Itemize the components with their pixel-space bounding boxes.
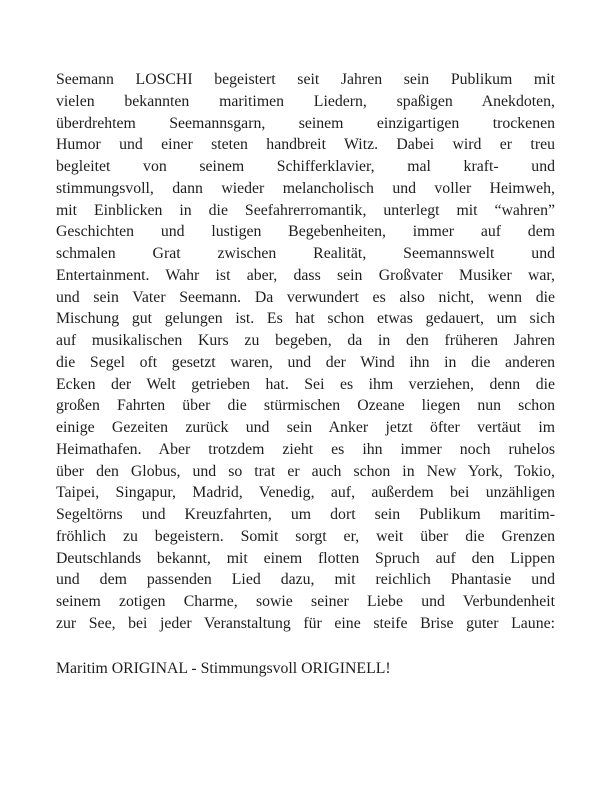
paragraph-line: Seemann LOSCHI begeistert seit Jahren sein Publikum mit [56,71,555,88]
paragraph-line: seinem zotigen Charme, sowie seiner Liebe und Verbundenheit [56,593,555,610]
paragraph-line: Entertainment. Wahr ist aber, dass sein Großvater Musiker war, [56,266,555,284]
paragraph-line: Mischung gut gelungen ist. Es hat schon etwas gedauert, um sich [56,310,555,328]
paragraph-line: Humor und einer steten handbreit Witz. Dabei wird er treu [56,136,555,154]
paragraph-line: vielen bekannten maritimen Liedern, spaßigen Anekdoten, [56,92,555,110]
paragraph-line: Taipei, Singapur, Madrid, Venedig, auf, außerdem bei unzähligen [56,484,555,502]
paragraph-line: Ecken der Welt getrieben hat. Sei es ihm verziehen, denn die [56,375,555,393]
paragraph-line: Heimathafen. Aber trotzdem zieht es ihn immer noch ruhelos [56,440,555,458]
paragraph-line: auf musikalischen Kurs zu begeben, da in den früheren Jahren [56,332,555,349]
tagline: Maritim ORIGINAL - Stimmungsvoll ORIGINELL! [56,660,391,677]
paragraph-line: begleitet von seinem Schifferklavier, mal kraft- und [56,158,555,175]
paragraph-line: großen Fahrten über die stürmischen Ozeane liegen nun schon [56,397,555,415]
paragraph-line: mit Einblicken in die Seefahrerromantik, unterlegt mit “wahren” [56,201,555,219]
paragraph [56,69,555,635]
paragraph-line: stimmungsvoll, dann wieder melancholisch und voller Heimweh, [56,179,555,197]
paragraph-line: die Segel oft gesetzt waren, und der Wind ihn in die anderen [56,353,555,371]
paragraph-line: Geschichten und lustigen Begebenheiten, immer auf dem [56,223,555,241]
paragraph-line: und sein Vater Seemann. Da verwundert es also nicht, wenn die [56,288,555,306]
paragraph-line: fröhlich zu begeistern. Somit sorgt er, weit über die Grenzen [56,527,555,545]
paragraph-line: Deutschlands bekannt, mit einem flotten Spruch auf den Lippen [56,549,555,567]
paragraph-line: über den Globus, und so trat er auch schon in New York, Tokio, [56,462,555,480]
paragraph-line: einige Gezeiten zurück und sein Anker jetzt öfter vertäut im [56,419,555,436]
body-text [56,69,555,680]
paragraph-line: Segeltörns und Kreuzfahrten, um dort sein Publikum maritim- [56,506,555,523]
paragraph-line: schmalen Grat zwischen Realität, Seemannswelt und [56,245,555,262]
paragraph-line: und dem passenden Lied dazu, mit reichlich Phantasie und [56,571,555,589]
paragraph-line: überdrehtem Seemannsgarn, seinem einzigartigen trockenen [56,114,555,132]
paragraph-line: zur See, bei jeder Veranstaltung für eine steife Brise guter Laune: [56,614,555,632]
